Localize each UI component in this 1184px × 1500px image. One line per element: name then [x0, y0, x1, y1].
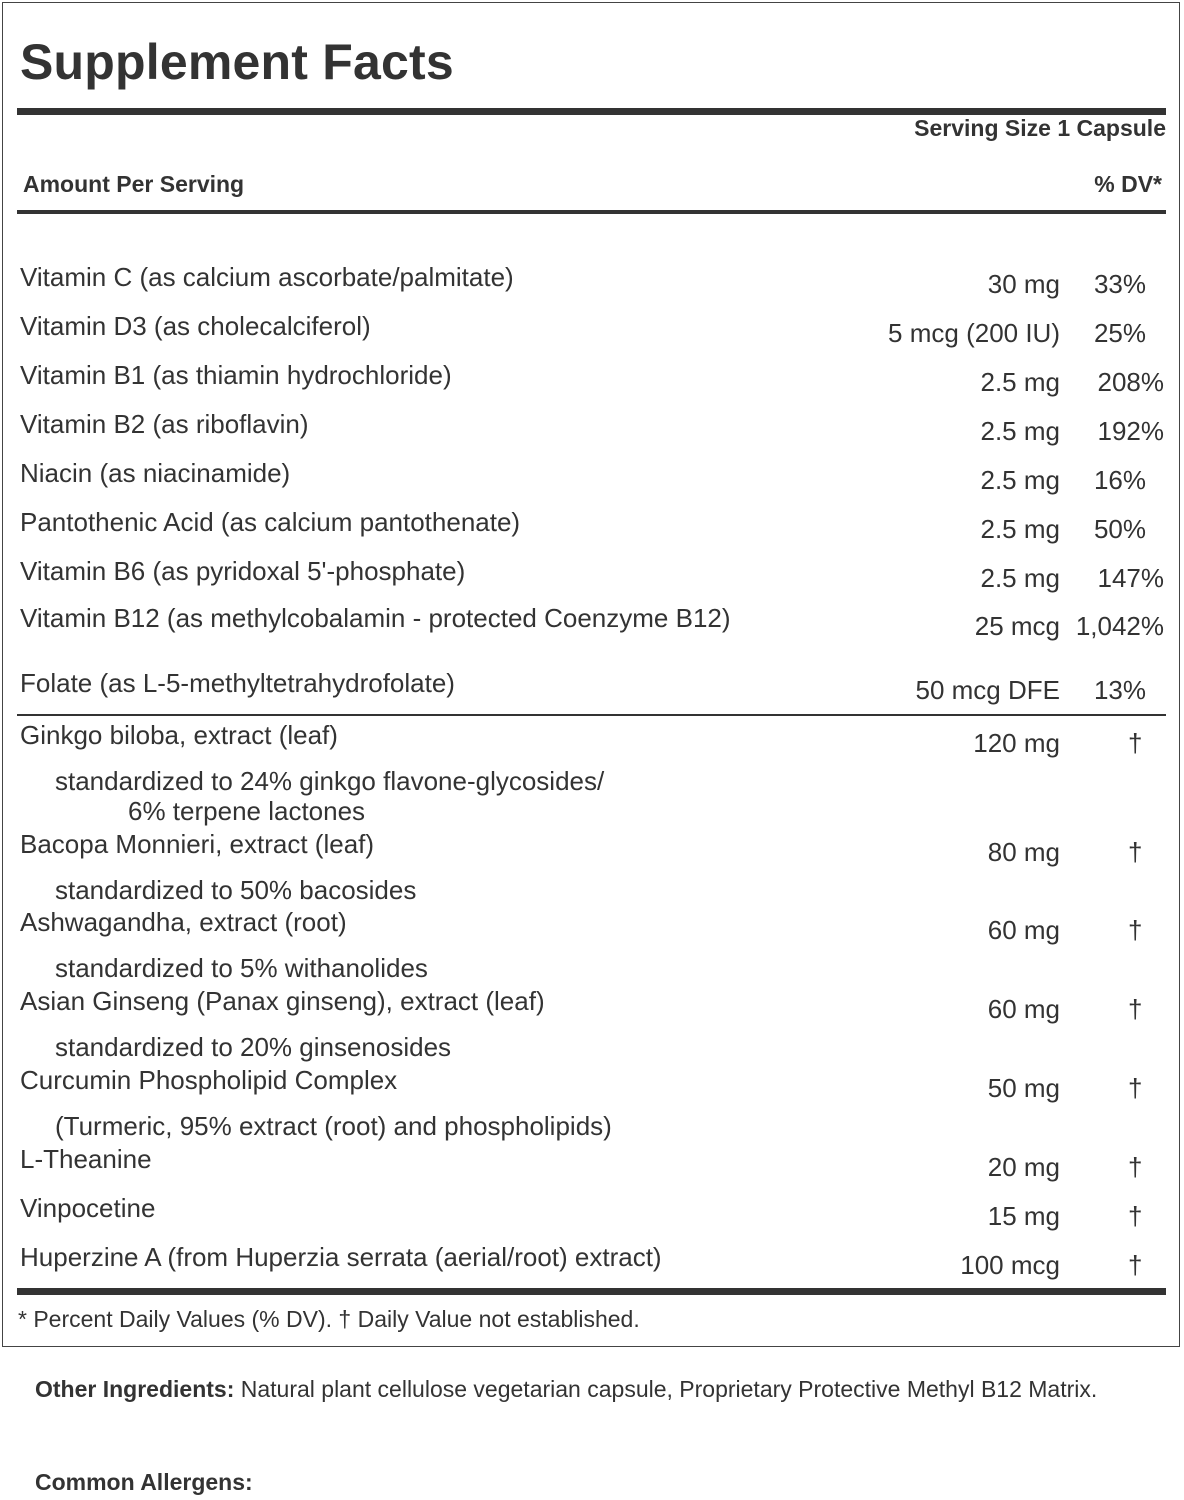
ingredient-name: Curcumin Phospholipid Complex	[20, 1065, 398, 1095]
nutrient-dv: 33%	[1093, 269, 1146, 299]
nutrient-name: Vitamin B2 (as riboflavin)	[20, 409, 309, 439]
ingredient-standardization: standardized to 24% ginkgo flavone-glycosides/	[55, 766, 605, 796]
ingredient-name: Ashwagandha, extract (root)	[20, 907, 347, 937]
ingredient-name: Ginkgo biloba, extract (leaf)	[20, 720, 338, 750]
ingredient-amount: 15 mg	[987, 1201, 1060, 1231]
ingredient-amount: 20 mg	[987, 1152, 1060, 1182]
nutrient-name: Pantothenic Acid (as calcium pantothenate)	[20, 507, 521, 537]
nutrient-dv: 192%	[1097, 416, 1164, 446]
ingredient-standardization: standardized to 5% withanolides	[55, 953, 428, 983]
nutrient-name: Vitamin D3 (as cholecalciferol)	[20, 311, 371, 341]
nutrient-amount: 2.5 mg	[980, 367, 1060, 397]
nutrient-amount: 50 mcg DFE	[915, 675, 1060, 705]
ingredient-standardization: (Turmeric, 95% extract (root) and phospholipids)	[55, 1111, 612, 1141]
dagger-mark: †	[1128, 1152, 1143, 1182]
nutrient-amount: 25 mcg	[974, 611, 1060, 641]
nutrient-dv: 1,042%	[1075, 611, 1164, 641]
nutrient-dv: 16%	[1093, 465, 1146, 495]
nutrient-amount: 5 mcg (200 IU)	[888, 318, 1060, 348]
nutrient-amount: 30 mg	[987, 269, 1060, 299]
dv-header: % DV*	[1094, 171, 1162, 197]
serving-size: Serving Size 1 Capsule	[914, 115, 1166, 141]
nutrient-name: Niacin (as niacinamide)	[20, 458, 291, 488]
footnote: * Percent Daily Values (% DV). † Daily Value not established.	[18, 1306, 640, 1332]
nutrient-name: Vitamin B12 (as methylcobalamin - protected Coenzyme B12)	[20, 603, 731, 633]
dagger-mark: †	[1128, 1073, 1143, 1103]
ingredient-standardization: 6% terpene lactones	[128, 796, 366, 826]
common-allergens-label: Common Allergens:	[35, 1469, 253, 1495]
ingredient-amount: 120 mg	[973, 728, 1060, 758]
section-divider	[17, 714, 1166, 716]
nutrient-amount: 2.5 mg	[980, 416, 1060, 446]
ingredient-amount: 100 mcg	[960, 1250, 1060, 1280]
nutrient-name: Vitamin B1 (as thiamin hydrochloride)	[20, 360, 452, 390]
dagger-mark: †	[1128, 915, 1143, 945]
top-divider	[17, 108, 1166, 115]
amount-per-serving-header: Amount Per Serving	[23, 171, 245, 197]
ingredient-name: Asian Ginseng (Panax ginseng), extract (leaf)	[20, 986, 545, 1016]
nutrient-dv: 208%	[1097, 367, 1164, 397]
ingredient-standardization: standardized to 50% bacosides	[55, 875, 417, 905]
nutrient-amount: 2.5 mg	[980, 514, 1060, 544]
header-divider	[17, 210, 1166, 214]
nutrient-dv: 13%	[1093, 675, 1146, 705]
ingredient-standardization: standardized to 20% ginsenosides	[55, 1032, 452, 1062]
ingredient-amount: 80 mg	[987, 837, 1060, 867]
ingredient-name: Vinpocetine	[20, 1193, 156, 1223]
nutrient-dv: 50%	[1093, 514, 1146, 544]
other-ingredients	[35, 1370, 1160, 1408]
ingredient-name: L-Theanine	[20, 1144, 152, 1174]
bottom-divider	[17, 1288, 1166, 1295]
nutrient-name: Vitamin C (as calcium ascorbate/palmitate)	[20, 262, 514, 292]
ingredient-amount: 60 mg	[987, 915, 1060, 945]
ingredient-name: Huperzine A (from Huperzia serrata (aerial/root) extract)	[20, 1242, 662, 1272]
nutrient-amount: 2.5 mg	[980, 563, 1060, 593]
ingredient-name: Bacopa Monnieri, extract (leaf)	[20, 829, 375, 859]
ingredient-amount: 50 mg	[987, 1073, 1060, 1103]
dagger-mark: †	[1128, 994, 1143, 1024]
nutrient-name: Vitamin B6 (as pyridoxal 5'-phosphate)	[20, 556, 466, 586]
nutrient-name: Folate (as L-5-methyltetrahydrofolate)	[20, 668, 455, 698]
nutrient-dv: 25%	[1093, 318, 1146, 348]
other-ingredients-text: Natural plant cellulose vegetarian capsule, Proprietary Protective Methyl B12 Matrix.	[240, 1376, 1098, 1402]
ingredient-amount: 60 mg	[987, 994, 1060, 1024]
panel-title: Supplement Facts	[20, 34, 454, 90]
nutrient-amount: 2.5 mg	[980, 465, 1060, 495]
dagger-mark: †	[1128, 837, 1143, 867]
dagger-mark: †	[1128, 1250, 1143, 1280]
nutrient-dv: 147%	[1097, 563, 1164, 593]
other-ingredients-label: Other Ingredients:	[35, 1376, 235, 1402]
dagger-mark: †	[1128, 728, 1143, 758]
dagger-mark: †	[1128, 1201, 1143, 1231]
